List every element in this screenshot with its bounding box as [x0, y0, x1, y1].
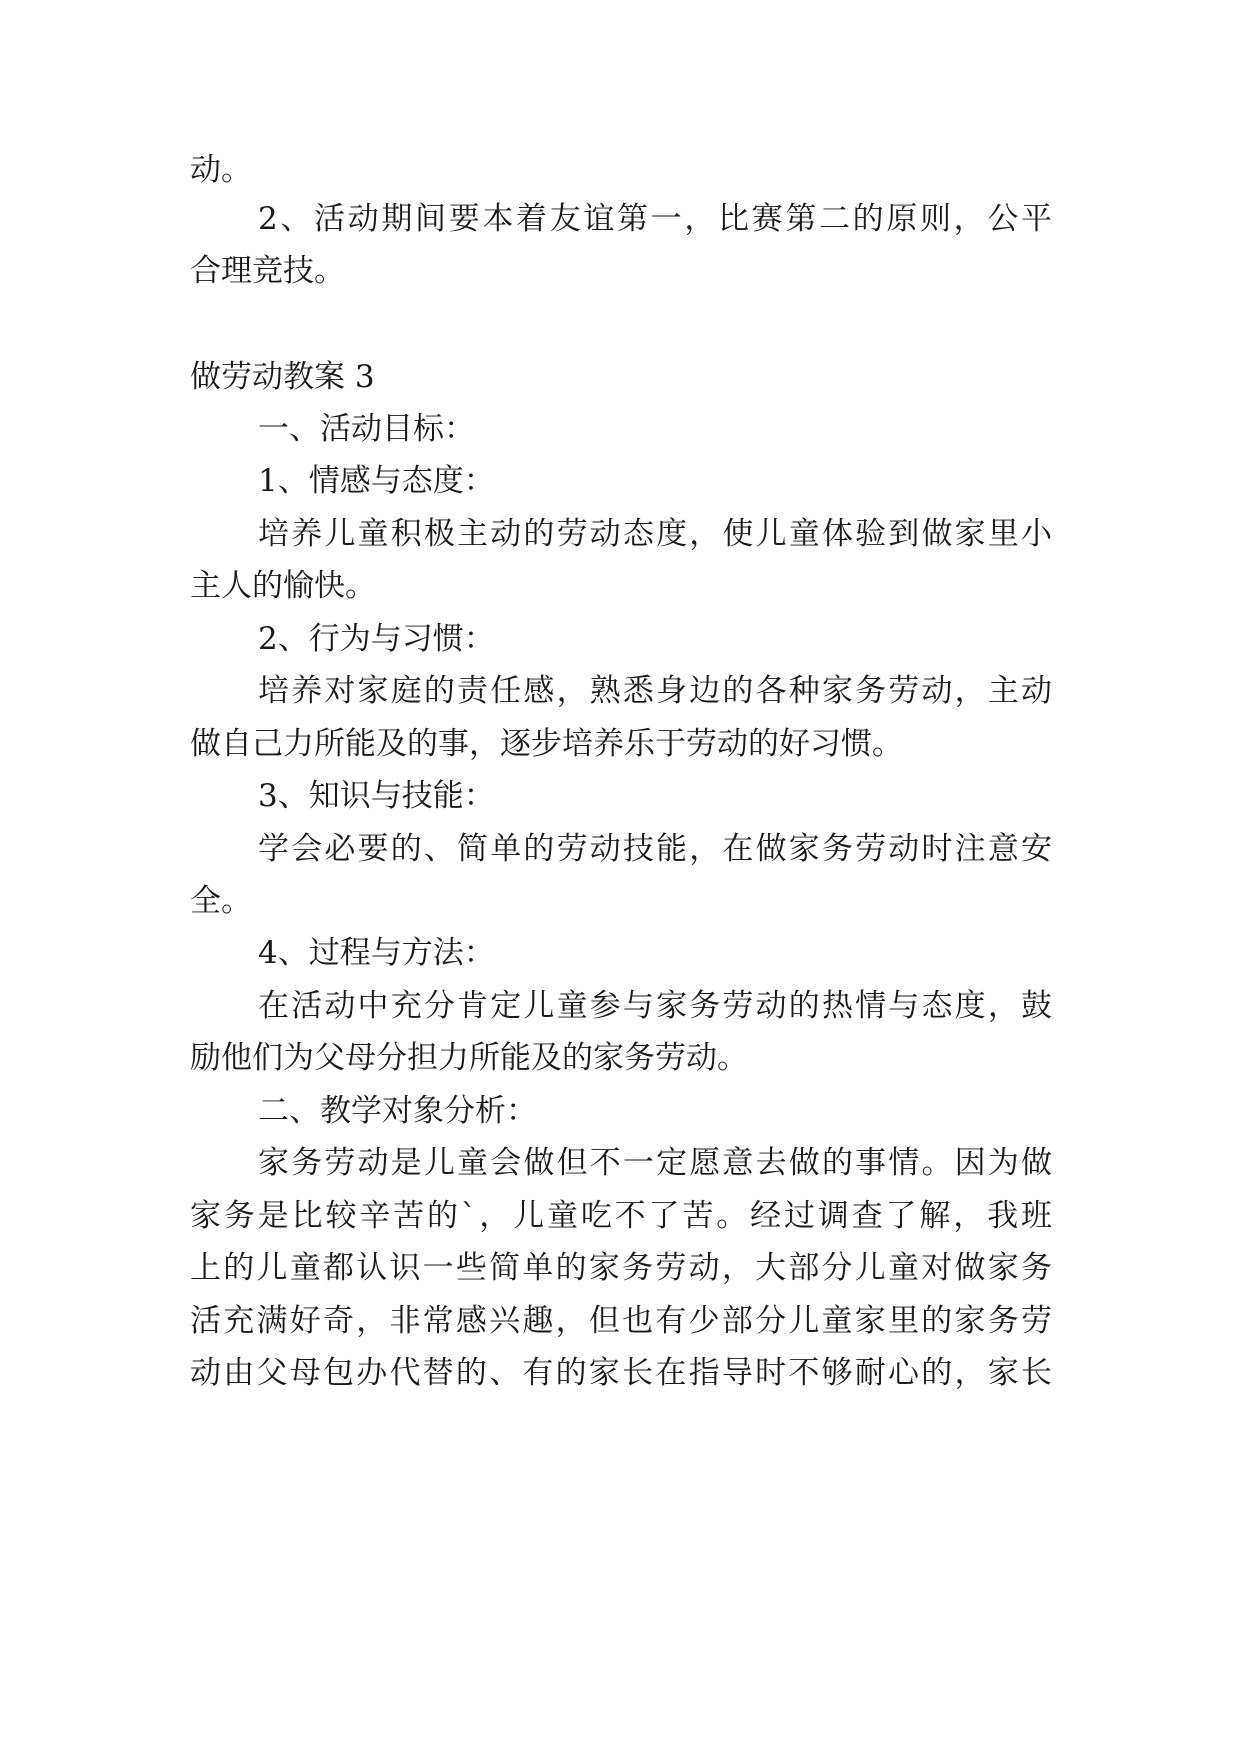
text-line: 动由父母包办代替的、有的家长在指导时不够耐心的，家长: [190, 1355, 1052, 1391]
text-line: 二、教学对象分析：: [258, 1093, 537, 1129]
text-line: 动。: [190, 152, 252, 188]
text-line: 全。: [190, 883, 252, 919]
text-line: 培养儿童积极主动的劳动态度，使儿童体验到做家里小: [258, 516, 1052, 552]
text-line: 上的儿童都认识一些简单的家务劳动，大部分儿童对做家务: [190, 1250, 1052, 1286]
text-line: 做自己力所能及的事，逐步培养乐于劳动的好习惯。: [190, 726, 903, 762]
text-line: 家务是比较辛苦的`，儿童吃不了苦。经过调查了解，我班: [190, 1198, 1052, 1234]
text-line: 培养对家庭的责任感，熟悉身边的各种家务劳动，主动: [258, 673, 1052, 709]
text-line: 学会必要的、简单的劳动技能，在做家务劳动时注意安: [258, 831, 1052, 867]
text-line: 励他们为父母分担力所能及的家务劳动。: [190, 1040, 748, 1076]
text-line: 主人的愉快。: [190, 568, 376, 604]
text-line: 2、活动期间要本着友谊第一，比赛第二的原则，公平: [258, 201, 1052, 237]
text-line: 3、知识与技能：: [258, 778, 495, 814]
section-heading: 做劳动教案 3: [190, 359, 375, 395]
text-line: 活充满好奇，非常感兴趣，但也有少部分儿童家里的家务劳: [190, 1303, 1052, 1339]
text-line: 一、活动目标：: [258, 411, 475, 447]
text-line: 合理竞技。: [190, 253, 345, 289]
text-line: 2、行为与习惯：: [258, 621, 495, 657]
text-line: 家务劳动是儿童会做但不一定愿意去做的事情。因为做: [258, 1145, 1052, 1181]
text-line: 在活动中充分肯定儿童参与家务劳动的热情与态度，鼓: [258, 988, 1052, 1024]
text-line: 4、过程与方法：: [258, 935, 495, 971]
text-line: 1、情感与态度：: [258, 463, 495, 499]
